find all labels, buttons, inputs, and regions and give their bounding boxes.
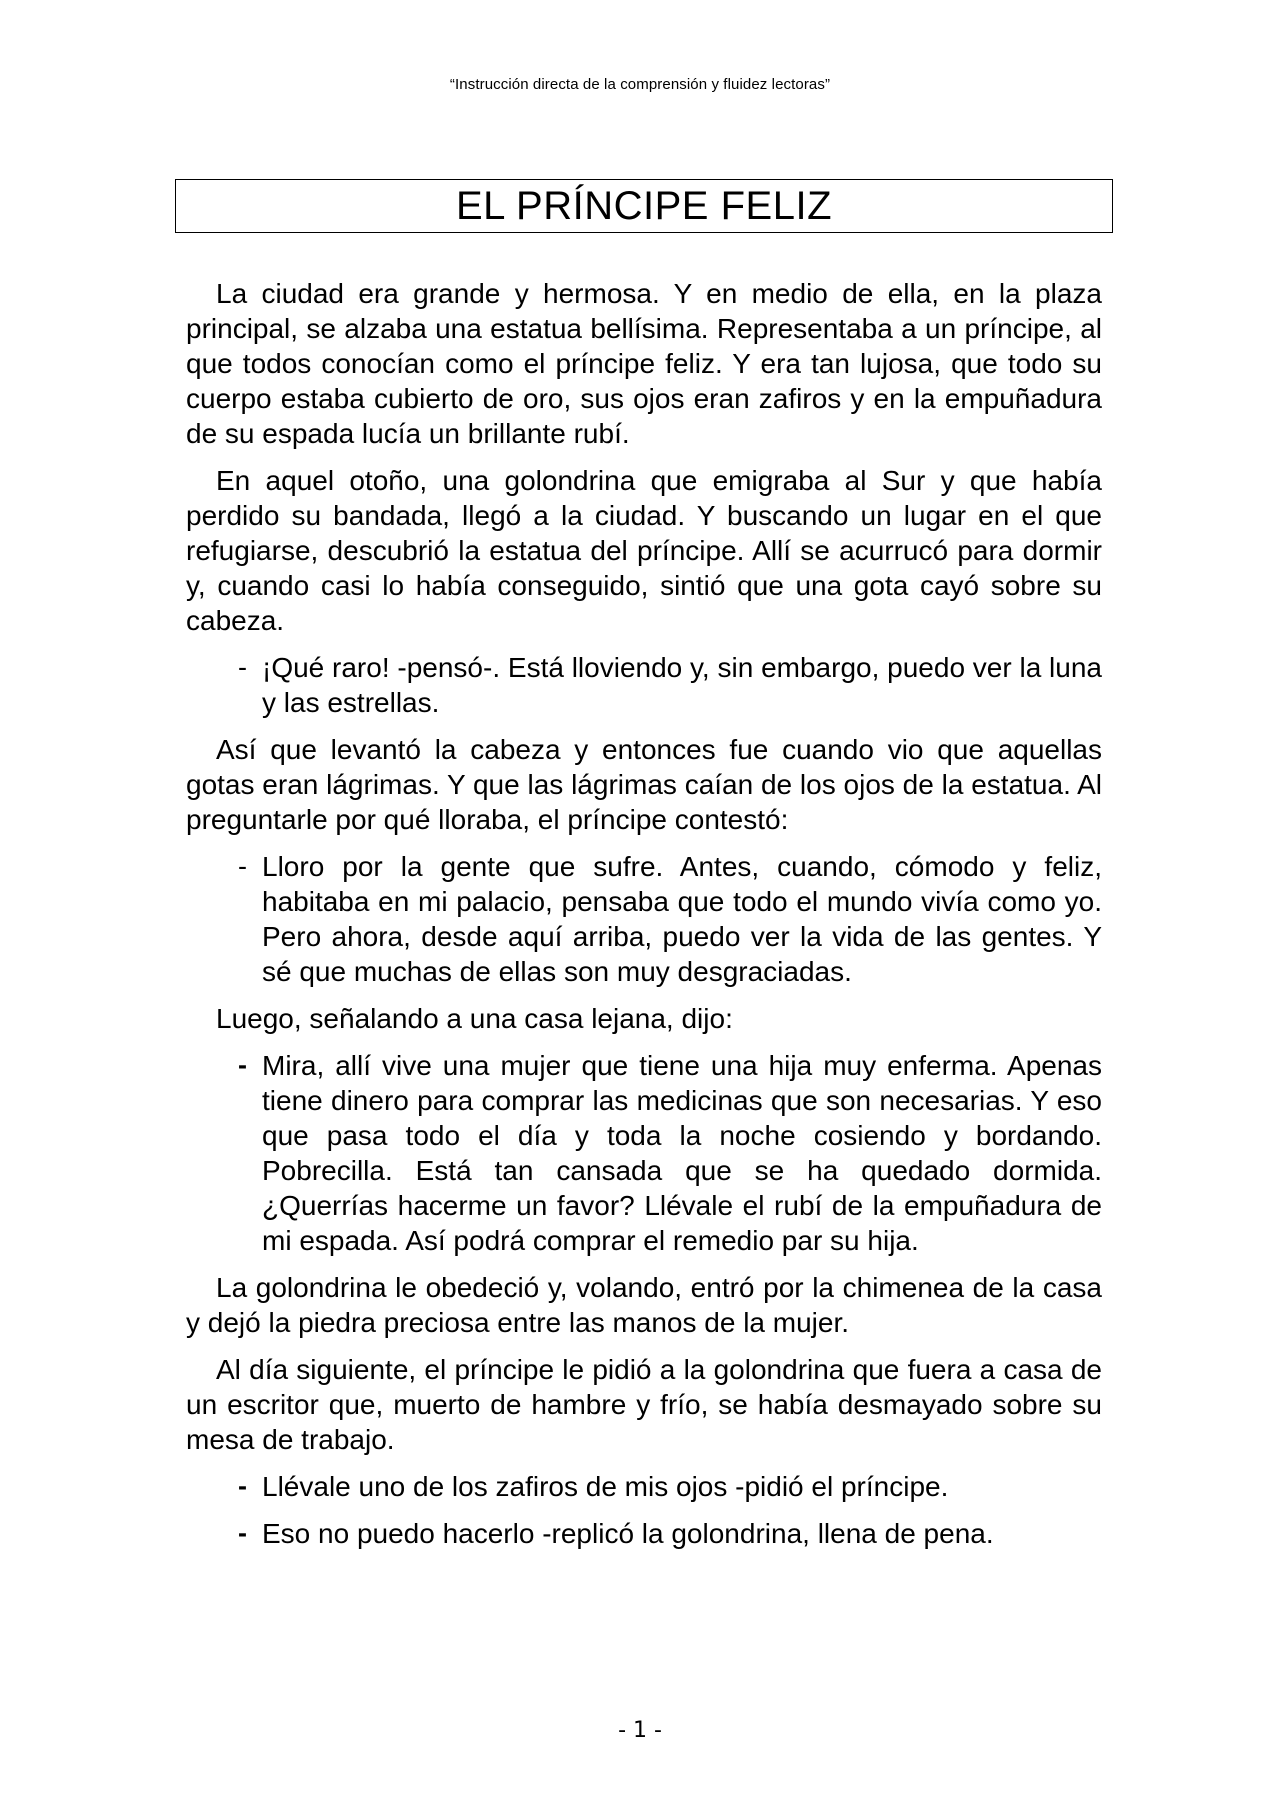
- dialogue-dash: -: [238, 1471, 247, 1501]
- paragraph-6: Al día siguiente, el príncipe le pidió a la golondrina que fuera a casa de un escritor que, muerto de hambre y frío, se había desmayado sobre su mesa de trabajo.: [186, 1354, 1102, 1455]
- dialogue-dash: -: [238, 1518, 247, 1548]
- story-body: [186, 276, 1102, 1563]
- dialogue-text: ¡Qué raro! -pensó-. Está lloviendo y, sin embargo, puedo ver la luna y las estrellas.: [262, 652, 1102, 718]
- paragraph-5: La golondrina le obedeció y, volando, entró por la chimenea de la casa y dejó la piedra preciosa entre las manos de la mujer.: [186, 1272, 1102, 1338]
- page-number: - 1 -: [618, 1718, 662, 1743]
- dialogue-text: Eso no puedo hacerlo -replicó la golondrina, llena de pena.: [262, 1518, 994, 1549]
- paragraph-4: Luego, señalando a una casa lejana, dijo:: [216, 1003, 733, 1034]
- dialogue-text: Llévale uno de los zafiros de mis ojos -pidió el príncipe.: [262, 1471, 949, 1502]
- dialogue-5: [238, 1516, 1102, 1551]
- paragraph-3: Así que levantó la cabeza y entonces fue cuando vio que aquellas gotas eran lágrimas. Y que las lágrimas caían de los ojos de la estatua. Al preguntarle por qué lloraba, el príncipe contestó:: [186, 734, 1102, 835]
- dialogue-text: Lloro por la gente que sufre. Antes, cuando, cómodo y feliz, habitaba en mi palacio, pensaba que todo el mundo vivía como yo. Pero ahora, desde aquí arriba, puedo ver la vida de las gentes. Y sé que muchas de ellas son muy desgraciadas.: [262, 851, 1102, 987]
- dialogue-dash: -: [238, 652, 247, 682]
- dialogue-dash: -: [238, 1050, 247, 1080]
- page-title: EL PRÍNCIPE FELIZ: [456, 184, 832, 228]
- paragraph-1: La ciudad era grande y hermosa. Y en medio de ella, en la plaza principal, se alzaba una estatua bellísima. Representaba a un príncipe, al que todos conocían como el príncipe feliz. Y era tan lujosa, que todo su cuerpo estaba cubierto de oro, sus ojos eran zafiros y en la empuñadura de su espada lucía un brillante rubí.: [186, 278, 1102, 449]
- paragraph-2: En aquel otoño, una golondrina que emigraba al Sur y que había perdido su bandada, llegó a la ciudad. Y buscando un lugar en el que refugiarse, descubrió la estatua del príncipe. Allí se acurrucó para dormir y, cuando casi lo había conseguido, sintió que una gota cayó sobre su cabeza.: [186, 465, 1102, 636]
- dialogue-4: [238, 1469, 1102, 1504]
- dialogue-dash: -: [238, 851, 247, 881]
- dialogue-3: [238, 1048, 1102, 1258]
- dialogue-text: Mira, allí vive una mujer que tiene una hija muy enferma. Apenas tiene dinero para comprar las medicinas que son necesarias. Y eso que pasa todo el día y toda la noche cosiendo y bordando. Pobrecilla. Está tan cansada que se ha quedado dormida. ¿Querrías hacerme un favor? Llévale el rubí de la empuñadura de mi espada. Así podrá comprar el remedio par su hija.: [262, 1050, 1102, 1256]
- dialogue-1: [238, 650, 1102, 720]
- running-header: “Instrucción directa de la comprensión y fluidez lectoras”: [449, 76, 831, 93]
- title-box: [175, 179, 1113, 233]
- dialogue-2: [238, 849, 1102, 989]
